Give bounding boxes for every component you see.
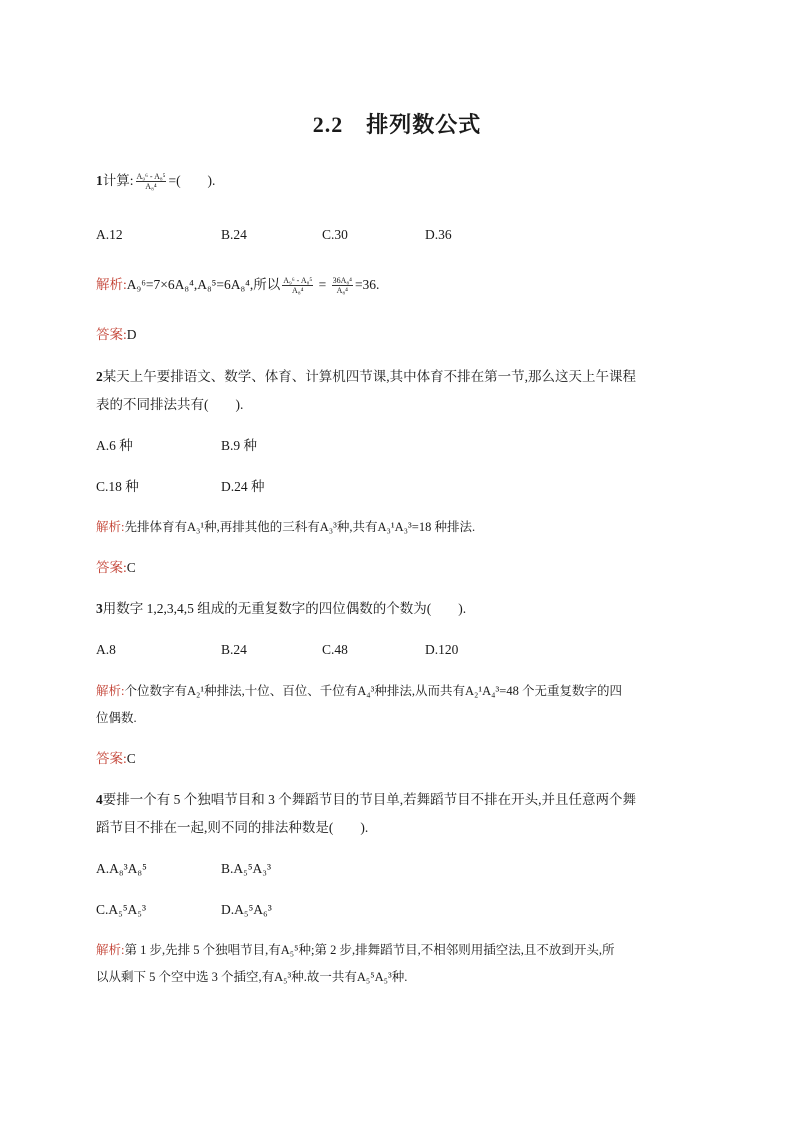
question-1-stem: 1计算: $\frac{\text{A₉⁶ - A₈⁵}}{\text{A₈⁴}}$ =( ). <box>96 172 216 192</box>
question-4-stem-line-1: 4要排一个有 5 个独唱节目和 3 个舞蹈节目的节目单,若舞蹈节目不排在开头,并且任意两个舞 <box>96 792 636 807</box>
answer-value: C <box>126 751 136 766</box>
question-4-solution-line-1: 解析:第 1 步,先排 5 个独唱节目,有A₅⁵种;第 2 步,排舞蹈节目,不相邻则用插空法,且不放到开头,所 <box>96 943 615 957</box>
question-2-stem-line-2: 表的不同排法共有( ). <box>96 397 244 412</box>
option-a: A.A₈³A₈⁵ <box>96 861 147 876</box>
option-b: B.A₅⁵A₃³ <box>221 861 272 876</box>
solution-label: 解析: <box>96 520 125 534</box>
page-title: 2.2 排列数公式 <box>312 112 482 137</box>
option-d: D.24 种 <box>221 479 265 494</box>
option-c: C.48 <box>322 642 348 657</box>
answer-value: C <box>126 560 136 575</box>
option-d: D.36 <box>425 227 452 242</box>
answer-value: D <box>126 327 137 342</box>
question-number: 2 <box>96 369 103 384</box>
fraction: $\frac{\text{A₉⁶ - A₈⁵}}{\text{A₈⁴}}$ <box>283 276 313 296</box>
question-3-solution-line-2: 位偶数. <box>96 711 137 725</box>
option-c: C.A₅⁵A₅³ <box>96 902 147 917</box>
question-number: 4 <box>96 792 103 807</box>
option-b: B.24 <box>221 642 247 657</box>
question-number: 1 <box>96 173 103 188</box>
answer-label: 答案: <box>96 751 127 766</box>
solution-label: 解析: <box>96 684 125 698</box>
question-3-answer <box>96 750 136 768</box>
fraction: $\frac{\text{A₉⁶ - A₈⁵}}{\text{A₈⁴}}$ <box>136 172 166 192</box>
solution-label: 解析: <box>96 943 125 957</box>
option-d: D.A₅⁵A₆³ <box>221 902 272 917</box>
question-4-stem-line-2: 蹈节目不排在一起,则不同的排法种数是( ). <box>96 820 369 835</box>
option-a: A.6 种 <box>96 438 133 453</box>
question-2-stem-line-1: 2某天上午要排语文、数学、体育、计算机四节课,其中体育不排在第一节,那么这天上午课程 <box>96 369 636 384</box>
question-3-solution-line-1: 解析:个位数字有A₂¹种排法,十位、百位、千位有A₄³种排法,从而共有A₂¹A₄³=48 个无重复数字的四 <box>96 684 622 698</box>
question-3-stem: 3用数字 1,2,3,4,5 组成的无重复数字的四位偶数的个数为( ). <box>96 601 467 616</box>
option-b: B.9 种 <box>221 438 258 453</box>
question-number: 3 <box>96 601 103 616</box>
question-1-answer <box>96 326 137 344</box>
question-2-solution: 解析:先排体育有A₃¹种,再排其他的三科有A₃³种,共有A₃¹A₃³=18 种排法. <box>96 520 476 534</box>
solution-label: 解析: <box>96 277 127 292</box>
question-4-solution-line-2: 以从剩下 5 个空中选 3 个插空,有A₅³种.故一共有A₅⁵A₅³种. <box>96 970 408 984</box>
option-a: A.8 <box>96 642 116 657</box>
option-c: C.18 种 <box>96 479 139 494</box>
question-2-answer <box>96 559 136 577</box>
option-d: D.120 <box>425 642 459 657</box>
answer-label: 答案: <box>96 327 127 342</box>
answer-label: 答案: <box>96 560 127 575</box>
option-a: A.12 <box>96 227 123 242</box>
question-1-solution: 解析:A₉⁶=7×6A₈⁴,A₈⁵=6A₈⁴,所以 $\frac{\text{A₉⁶ - A₈⁵}}{\text{A₈⁴}}$ = $\frac{\text{36A₈⁴}}{\text{A₈⁴}}$ =36. <box>96 276 380 296</box>
option-b: B.24 <box>221 227 247 242</box>
option-c: C.30 <box>322 227 348 242</box>
fraction: $\frac{\text{36A₈⁴}}{\text{A₈⁴}}$ <box>332 276 352 296</box>
